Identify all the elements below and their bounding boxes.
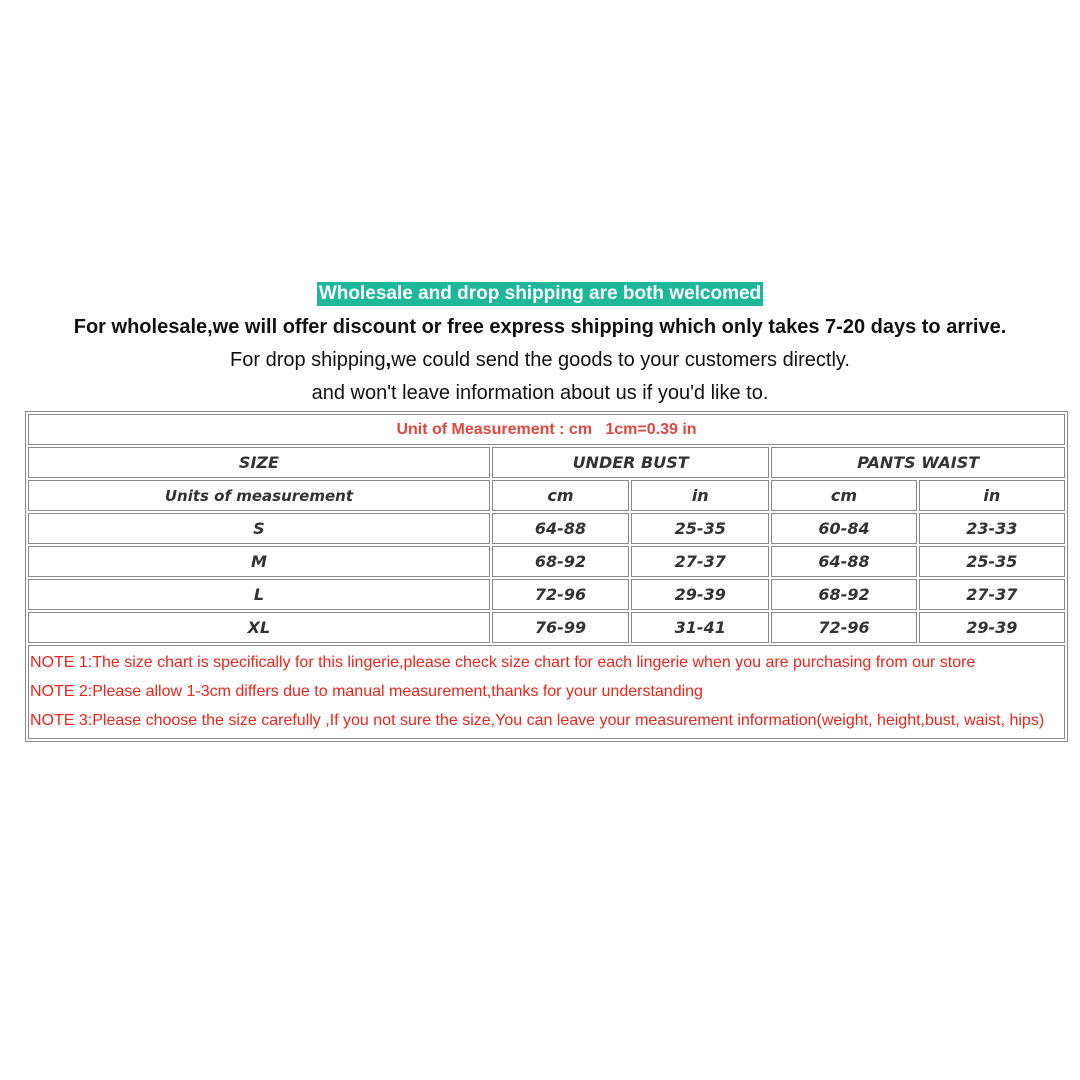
- table-row: [28, 546, 1065, 577]
- bust-cm-cell: 76-99: [492, 612, 629, 643]
- bust-cm-label: cm: [492, 480, 629, 511]
- waist-cm-label: cm: [771, 480, 916, 511]
- notes-row: [28, 645, 1065, 739]
- intro-text: [0, 282, 1080, 414]
- waist-in-cell: 27-37: [919, 579, 1065, 610]
- header-pants-waist: PANTS WAIST: [771, 447, 1065, 478]
- wholesale-banner: Wholesale and drop shipping are both welcomed: [318, 283, 762, 304]
- unit-of-measurement: Unit of Measurement : cm 1cm=0.39 in: [28, 414, 1065, 445]
- size-cell: L: [28, 579, 490, 610]
- bust-in-cell: 29-39: [631, 579, 769, 610]
- bust-cm-cell: 64-88: [492, 513, 629, 544]
- waist-cm-cell: 72-96: [771, 612, 916, 643]
- privacy-info: and won't leave information about us if you'd like to.: [311, 382, 769, 404]
- bust-cm-cell: 68-92: [492, 546, 629, 577]
- waist-in-cell: 23-33: [919, 513, 1065, 544]
- bust-cm-cell: 72-96: [492, 579, 629, 610]
- size-cell: M: [28, 546, 490, 577]
- dropship-info-comma: ,: [385, 349, 392, 371]
- waist-cm-cell: 68-92: [771, 579, 916, 610]
- dropship-info-part2: we could send the goods to your customers directly.: [391, 349, 850, 371]
- unit-row: [28, 414, 1065, 445]
- bust-in-cell: 25-35: [631, 513, 769, 544]
- bust-in-cell: 27-37: [631, 546, 769, 577]
- notes-cell: [28, 645, 1065, 739]
- dropship-info-part1: For drop shipping: [230, 349, 386, 371]
- bust-in-cell: 31-41: [631, 612, 769, 643]
- note-3: NOTE 3:Please choose the size carefully ,If you not sure the size,You can leave your measurement information(weight, height,bust, waist, hips): [30, 712, 1045, 729]
- size-chart-table: [25, 411, 1068, 742]
- table-row: [28, 579, 1065, 610]
- bust-in-label: in: [631, 480, 769, 511]
- note-1: NOTE 1:The size chart is specifically for this lingerie,please check size chart for each lingerie when you are purchasing from our store: [30, 654, 976, 671]
- waist-in-label: in: [919, 480, 1065, 511]
- subheader-row: [28, 480, 1065, 511]
- waist-cm-cell: 60-84: [771, 513, 916, 544]
- header-under-bust: UNDER BUST: [492, 447, 770, 478]
- header-row: [28, 447, 1065, 478]
- note-2: NOTE 2:Please allow 1-3cm differs due to manual measurement,thanks for your understanding: [30, 683, 703, 700]
- waist-cm-cell: 64-88: [771, 546, 916, 577]
- size-cell: XL: [28, 612, 490, 643]
- waist-in-cell: 25-35: [919, 546, 1065, 577]
- dropship-info: [0, 348, 1080, 372]
- waist-in-cell: 29-39: [919, 612, 1065, 643]
- table-row: [28, 513, 1065, 544]
- table-row: [28, 612, 1065, 643]
- header-size: SIZE: [28, 447, 490, 478]
- units-of-measurement-label: Units of measurement: [28, 480, 490, 511]
- size-cell: S: [28, 513, 490, 544]
- wholesale-info: For wholesale,we will offer discount or free express shipping which only takes 7-20 days to arrive.: [73, 316, 1007, 338]
